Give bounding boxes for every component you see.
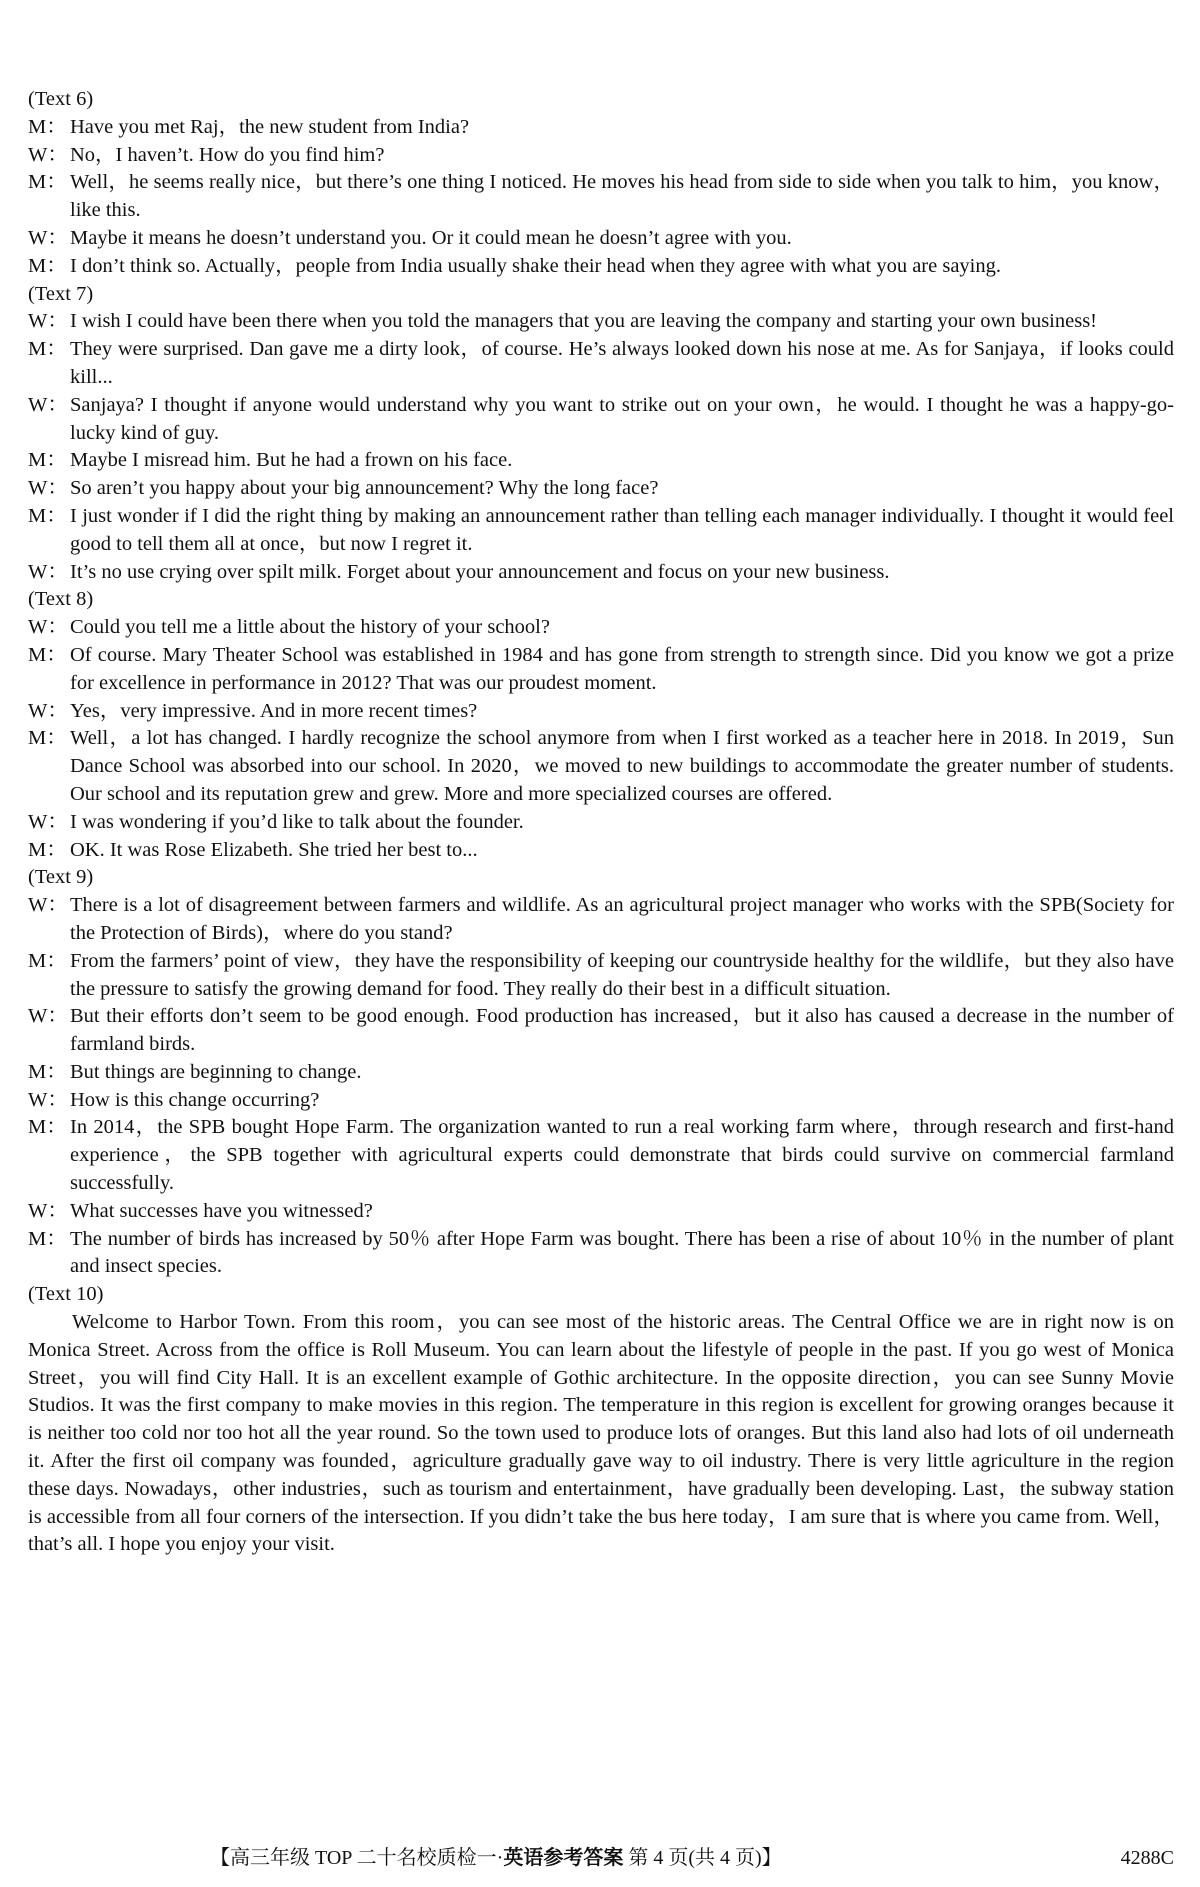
speaker-label: W：	[28, 560, 68, 583]
dialogue-line	[28, 114, 1174, 142]
monologue-paragraph: Welcome to Harbor Town. From this room，you can see most of the historic areas. The Central Office we are in right now is on Monica Street. Across from the office is Roll Museum. You can learn about the lifestyle of people in the past. If you go west of Monica Street，you will find City Hall. It is an excellent example of Gothic architecture. In the opposite direction，you can see Sunny Movie Studios. It was the first company to make movies in this region. The temperature in this region is excellent for growing oranges because it is neither too cold nor too hot all the year round. So the town used to produce lots of oranges. But this land also had lots of oil underneath it. After the first oil company was founded，agriculture gradually gave way to oil industry. There is very little agriculture in the region these days. Nowadays，other industries，such as tourism and entertainment，have gradually been developing. Last，the subway station is accessible from all four corners of the intersection. If you didn’t take the bus here today，I am sure that is where you came from. Well，that’s all. I hope you enjoy your visit.	[28, 1311, 1174, 1556]
dialogue-line	[28, 503, 1174, 559]
dialogue-line	[28, 892, 1174, 948]
dialogue-text: Sanjaya? I thought if anyone would understand why you want to strike out on your own，he would. I thought he was a happy-go-lucky kind of guy.	[70, 393, 1174, 444]
speaker-label: M：	[28, 254, 67, 277]
speaker-label: W：	[28, 393, 68, 416]
dialogue-line	[28, 253, 1174, 281]
dialogue-line	[28, 642, 1174, 698]
dialogue-line	[28, 809, 1174, 837]
dialogue-text: I wish I could have been there when you told the managers that you are leaving the company and starting your own business!	[70, 310, 1097, 333]
text-7-section	[28, 281, 1174, 587]
speaker-label: M：	[28, 1060, 67, 1083]
dialogue-text: Maybe I misread him. But he had a frown on his face.	[70, 449, 513, 472]
speaker-label: M：	[28, 727, 67, 750]
transcript-content	[28, 86, 1174, 1559]
dialogue-line	[28, 475, 1174, 503]
dialogue-text: They were surprised. Dan gave me a dirty look，of course. He’s always looked down his nose at me. As for Sanjaya，if looks could kill...	[70, 338, 1174, 388]
dialogue-line	[28, 948, 1174, 1004]
speaker-label: W：	[28, 1088, 68, 1111]
section-heading: (Text 7)	[28, 282, 94, 305]
dialogue-line	[28, 142, 1174, 170]
dialogue-text: Yes，very impressive. And in more recent times?	[70, 699, 478, 722]
text-8-section	[28, 586, 1174, 864]
dialogue-text: Have you met Raj，the new student from India?	[70, 115, 470, 138]
speaker-label: M：	[28, 949, 67, 972]
speaker-label: W：	[28, 143, 68, 166]
dialogue-text: There is a lot of disagreement between farmers and wildlife. As an agricultural project manager who works with the SPB(Society for the Protection of Birds)，where do you stand?	[70, 894, 1174, 944]
dialogue-text: But their efforts don’t seem to be good enough. Food production has increased，but it also has caused a decrease in the number of farmland birds.	[70, 1005, 1174, 1056]
dialogue-line	[28, 1059, 1174, 1087]
speaker-label: M：	[28, 115, 67, 138]
dialogue-text: From the farmers’ point of view，they have the responsibility of keeping our countryside healthy for the wildlife，but they also have the pressure to satisfy the growing demand for food. They really do their best in a difficult situation.	[70, 949, 1174, 1000]
speaker-label: W：	[28, 310, 68, 333]
dialogue-line	[28, 225, 1174, 253]
dialogue-text: I don’t think so. Actually，people from India usually shake their head when they agree with what you are saying.	[70, 254, 1001, 277]
speaker-label: M：	[28, 1227, 67, 1250]
dialogue-line	[28, 392, 1174, 448]
dialogue-line	[28, 336, 1174, 392]
dialogue-text: No，I haven’t. How do you find him?	[70, 143, 385, 166]
dialogue-text: OK. It was Rose Elizabeth. She tried her best to...	[70, 838, 478, 861]
speaker-label: M：	[28, 838, 67, 861]
dialogue-text: Well，he seems really nice，but there’s one thing I noticed. He moves his head from side to side when you talk to him，you know，like this.	[70, 171, 1174, 222]
footer-exam-name: 【高三年级 TOP 二十名校质检一·	[210, 1847, 504, 1869]
dialogue-line	[28, 1198, 1174, 1226]
speaker-label: M：	[28, 1116, 67, 1139]
speaker-label: W：	[28, 1199, 68, 1222]
dialogue-line	[28, 837, 1174, 865]
dialogue-text: How is this change occurring?	[70, 1088, 320, 1111]
footer-subject: 英语参考答案	[503, 1847, 624, 1869]
speaker-label: M：	[28, 449, 67, 472]
section-heading: (Text 6)	[28, 88, 94, 110]
dialogue-text: I just wonder if I did the right thing by making an announcement rather than telling each manager individually. I thought it would feel good to tell them all at once，but now I regret it.	[70, 504, 1174, 555]
dialogue-line	[28, 447, 1174, 475]
dialogue-text: Maybe it means he doesn’t understand you. Or it could mean he doesn’t agree with you.	[70, 226, 792, 249]
speaker-label: W：	[28, 226, 68, 249]
dialogue-line	[28, 614, 1174, 642]
dialogue-text: The number of birds has increased by 50％ after Hope Farm was bought. There has been a rise of about 10％ in the number of plant and insect species.	[70, 1227, 1174, 1278]
speaker-label: W：	[28, 1005, 68, 1028]
speaker-label: W：	[28, 477, 68, 500]
dialogue-line	[28, 1003, 1174, 1059]
speaker-label: W：	[28, 616, 68, 639]
dialogue-line	[28, 1087, 1174, 1115]
dialogue-text: I was wondering if you’d like to talk about the founder.	[70, 810, 524, 833]
dialogue-text: Of course. Mary Theater School was established in 1984 and has gone from strength to strength since. Did you know we got a prize for excellence in performance in 2012? That was our proudest moment.	[70, 643, 1174, 694]
text-9-section	[28, 864, 1174, 1281]
footer-page-number: 第 4 页(共 4 页)】	[623, 1847, 782, 1869]
dialogue-text: So aren’t you happy about your big announcement? Why the long face?	[70, 477, 659, 500]
speaker-label: M：	[28, 643, 67, 666]
dialogue-text: Well，a lot has changed. I hardly recognize the school anymore from when I first worked as a teacher here in 2018. In 2019，Sun Dance School was absorbed into our school. In 2020，we moved to new buildings to accommodate the greater number of students. Our school and its reputation grew and grew. More and more specialized courses are offered.	[70, 727, 1174, 805]
section-heading: (Text 10)	[28, 1283, 104, 1306]
speaker-label: M：	[28, 171, 67, 194]
section-heading: (Text 9)	[28, 866, 94, 889]
text-6-section	[28, 86, 1174, 281]
speaker-label: M：	[28, 338, 67, 361]
dialogue-line	[28, 725, 1174, 808]
footer-paper-code: 4288C	[1120, 1847, 1174, 1869]
dialogue-text: But things are beginning to change.	[70, 1060, 362, 1083]
dialogue-line	[28, 559, 1174, 587]
dialogue-line	[28, 308, 1174, 336]
dialogue-line	[28, 1114, 1174, 1197]
footer-title	[210, 1843, 782, 1873]
text-10-section	[28, 1281, 1174, 1559]
speaker-label: M：	[28, 504, 67, 527]
speaker-label: W：	[28, 810, 68, 833]
dialogue-text: What successes have you witnessed?	[70, 1199, 373, 1222]
dialogue-line	[28, 1226, 1174, 1282]
section-heading: (Text 8)	[28, 588, 94, 611]
dialogue-line	[28, 169, 1174, 225]
page-footer	[0, 1843, 1200, 1873]
dialogue-text: In 2014，the SPB bought Hope Farm. The organization wanted to run a real working farm where，through research and first-hand experience，the SPB together with agricultural experts could demonstrate that birds could survive on commercial farmland successfully.	[70, 1116, 1174, 1195]
speaker-label: W：	[28, 894, 68, 917]
dialogue-text: Could you tell me a little about the history of your school?	[70, 616, 550, 639]
dialogue-text: It’s no use crying over spilt milk. Forget about your announcement and focus on your new business.	[70, 560, 890, 583]
speaker-label: W：	[28, 699, 68, 722]
dialogue-line	[28, 698, 1174, 726]
